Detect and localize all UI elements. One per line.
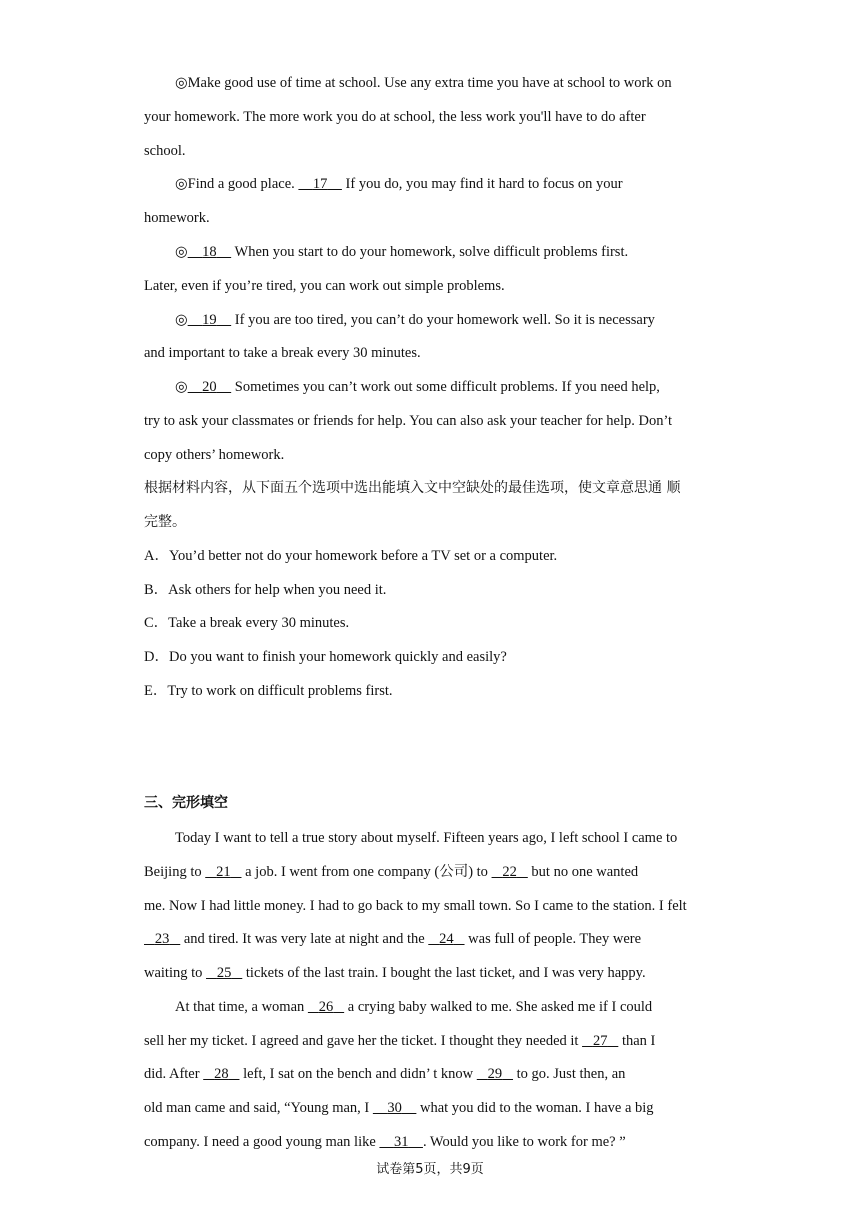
option-e: E．Try to work on difficult problems first.: [144, 683, 393, 699]
cloze-p1-line-4: 23 and tired. It was very late at night and the 24 was full of people. They were: [144, 929, 641, 949]
cloze-p1-line-3: me. Now I had little money. I had to go back to my small town. So I came to the station. I felt: [144, 898, 687, 914]
blank-17: 17: [312, 176, 328, 192]
option-a: A．You’d better not do your homework before a TV set or a computer.: [144, 548, 558, 564]
instruction-line-1: 根据材料内容，从下面五个选项中选出能填入文中空缺处的最佳选项，使文章意思通 顺: [144, 480, 681, 496]
tip-3-line-1: [175, 242, 628, 262]
section-heading: 三、完形填空: [144, 795, 228, 811]
instruction-line-2: 完整。: [144, 514, 186, 530]
tip-2-prefix: ◎Find a good place.: [175, 176, 299, 192]
tip-4-text: If you are too tired, you can’t do your homework well. So it is necessary: [231, 312, 655, 328]
blank-29: 29: [487, 1066, 503, 1082]
blank-31: 31: [393, 1134, 409, 1150]
blank-26: 26: [318, 999, 334, 1015]
option-b: B．Ask others for help when you need it.: [144, 582, 387, 598]
blank-18: 18: [202, 244, 217, 260]
cloze-p1-line-5: waiting to 25 tickets of the last train. I bought the last ticket, and I was very happy.: [144, 965, 646, 981]
blank-22: 22: [502, 864, 517, 880]
tip-2-text: If you do, you may find it hard to focus on your: [341, 176, 623, 192]
blank-25: 25: [216, 965, 232, 981]
option-d: D．Do you want to finish your homework quickly and easily?: [144, 649, 507, 665]
tip-2-line-2: homework.: [144, 210, 210, 226]
cloze-p1-line-1: Today I want to tell a true story about myself. Fifteen years ago, I left school I came to: [175, 830, 678, 846]
tip-4-line-2: and important to take a break every 30 minutes.: [144, 345, 421, 361]
tip-2-line-1: [175, 174, 623, 194]
blank-28: 28: [214, 1066, 229, 1082]
tip-4-line-1: [175, 310, 655, 330]
tip-1-line-2: your homework. The more work you do at school, the less work you'll have to do after: [144, 109, 646, 125]
tip-5-prefix: ◎: [175, 379, 188, 395]
tip-4-prefix: ◎: [175, 312, 188, 328]
cloze-p2-line-4: old man came and said, “Young man, I 30 what you did to the woman. I have a big: [144, 1100, 654, 1116]
tip-5-text: Sometimes you can’t work out some difficult problems. If you need help,: [231, 379, 660, 395]
blank-30: 30: [387, 1100, 402, 1116]
tip-1-line-1: ◎Make good use of time at school. Use any extra time you have at school to work on: [175, 75, 672, 91]
cloze-p2-line-1: At that time, a woman 26 a crying baby walked to me. She asked me if I could: [175, 999, 653, 1015]
tip-3-prefix: ◎: [175, 244, 188, 260]
tip-3-text: When you start to do your homework, solve difficult problems first.: [231, 244, 629, 260]
option-c: C．Take a break every 30 minutes.: [144, 615, 350, 631]
blank-27: 27: [592, 1033, 608, 1049]
tip-1-line-3: school.: [144, 143, 186, 159]
tip-5-line-2: try to ask your classmates or friends for help. You can also ask your teacher for help. Don’t: [144, 413, 673, 429]
tip-5-line-3: copy others’ homework.: [144, 447, 285, 463]
cloze-p2-line-3: did. After 28 left, I sat on the bench and didn’ t know 29 to go. Just then, an: [144, 1066, 626, 1082]
page-footer: 试卷第5页，共9页: [376, 1162, 484, 1177]
tip-3-line-2: Later, even if you’re tired, you can work out simple problems.: [144, 278, 505, 294]
blank-21: 21: [216, 864, 231, 880]
tip-5-line-1: [175, 377, 660, 397]
cloze-p2-line-2: sell her my ticket. I agreed and gave her the ticket. I thought they needed it 27 than I: [144, 1033, 656, 1049]
blank-20: 20: [202, 379, 217, 395]
blank-19: 19: [202, 312, 217, 328]
cloze-p1-line-2: Beijing to 21 a job. I went from one company (公司) to 22 but no one wanted: [144, 864, 639, 880]
blank-24: 24: [439, 931, 454, 947]
blank-23: 23: [154, 931, 170, 947]
cloze-p2-line-5: company. I need a good young man like 31 . Would you like to work for me? ”: [144, 1134, 626, 1150]
